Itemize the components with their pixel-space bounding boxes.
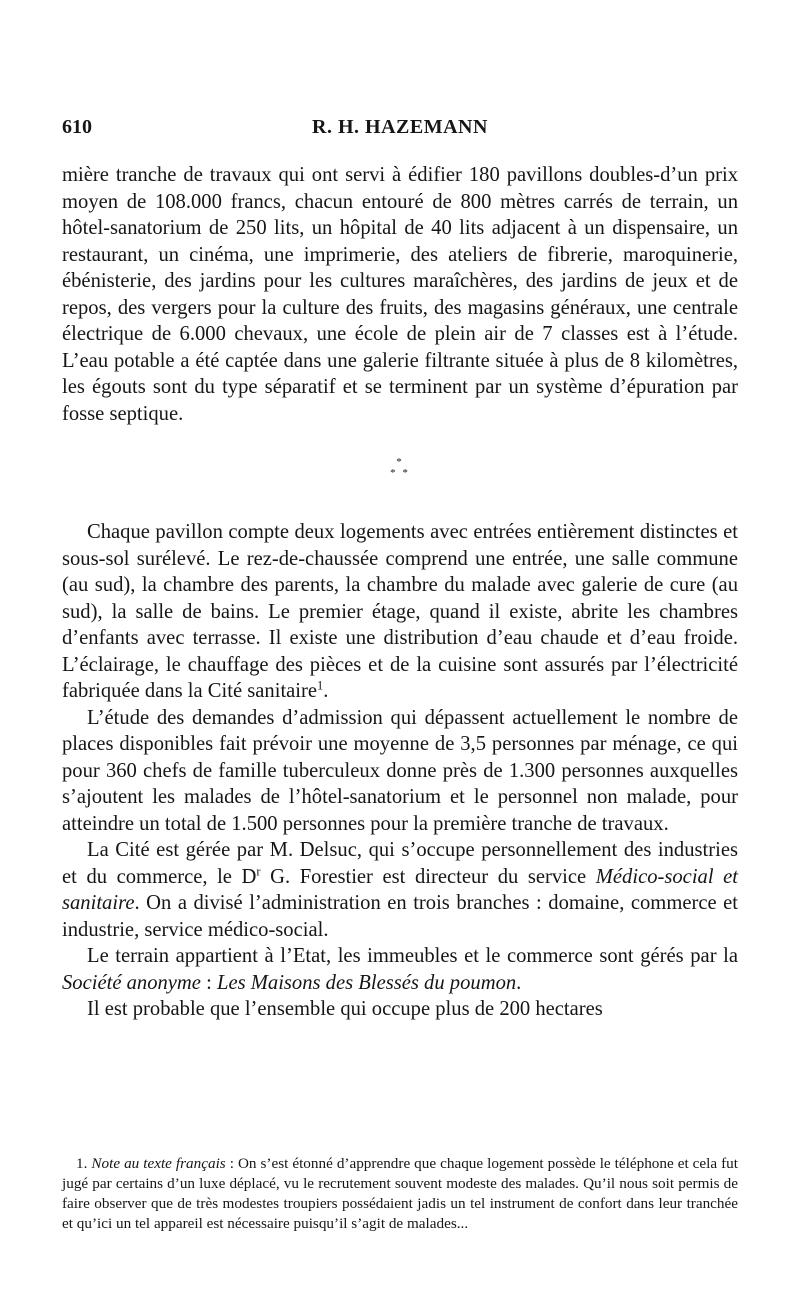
section-separator [62, 457, 738, 479]
terrain-text-3: . [516, 971, 522, 994]
separator-star-bottom: * * [390, 467, 410, 479]
page-number: 610 [62, 116, 92, 138]
service-name: Médico-social et sanitaire [62, 865, 739, 914]
running-title: R. H. HAZEMANN [312, 116, 488, 138]
paragraph-pavillon [62, 519, 738, 705]
gestion-text-3: . On a divisé l’administration en trois branches : domaine, commerce et industrie, service médico-social. [62, 892, 738, 941]
societe-anonyme: Société anonyme [62, 971, 201, 994]
paragraph-terrain [62, 943, 738, 996]
separator-star-top: * [396, 456, 404, 468]
paragraph-admission: L’étude des demandes d’admission qui dépassent actuellement le nombre de places disponibles fait prévoir une moyenne de 3,5 personnes par ménage, ce qui pour 360 chefs de famille tuberculeux donne près de 1.300 personnes auxquelles s’ajoutent les malades de l’hôtel-sanatorium et le personnel non malade, pour atteindre un total de 1.500 personnes pour la première tranche de travaux. [62, 706, 738, 835]
footnote-label: 1. [76, 1155, 88, 1172]
terrain-text-2: : [200, 971, 217, 994]
paragraph-ensemble: Il est probable que l’ensemble qui occupe plus de 200 hectares [87, 998, 603, 1020]
gestion-text-1: La Cité est gérée par M. Delsuc, qui s’occupe personnellement des industries et du commerce, le D [62, 839, 738, 888]
main-text [62, 162, 738, 1023]
footnotes [62, 1154, 738, 1234]
paragraph-pavillon-text: Chaque pavillon compte deux logements avec entrées entièrement distinctes et sous-sol surélevé. Le rez-de-chaussée comprend une entrée, une salle commune (au sud), la chambre des parents, la chambre du malade avec galerie de cure (au sud), la salle de bains. Le premier étage, quand il existe, abrite les chambres d’enfants avec terrasse. Il existe une distribution d’eau chaude et d’eau froide. L’éclairage, le chauffage des pièces et de la cuisine sont assurés par l’électricité fabriquée dans la Cité sanitaire [62, 521, 738, 702]
doctor-abbrev-sup: r [256, 864, 261, 879]
maisons-des-blesses: Les Maisons des Blessés du poumon [216, 971, 517, 994]
paragraph-continuation: mière tranche de travaux qui ont servi à édifier 180 pavillons doubles-d’un prix moyen de 108.000 francs, chacun entouré de 800 mètres carrés de terrain, un hôtel-sanatorium de 250 lits, un hôpital de 40 lits adjacent à un dispensaire, un restaurant, un cinéma, une imprimerie, des ateliers de fibrerie, maroquinerie, ébénisterie, des jardins pour les cultures maraîchères, des jardins de jeux et de repos, des vergers pour la culture des fruits, des magasins généraux, une centrale électrique de 6.000 chevaux, une école de plein air de 7 classes est à l’étude. L’eau potable a été captée dans une galerie filtrante située à plus de 8 kilomètres, les égouts sont du type séparatif et se terminent par un système d’épuration par fosse septique. [62, 164, 738, 425]
paragraph-pavillon-end: . [323, 680, 329, 702]
paragraph-gestion [62, 837, 738, 943]
footnote-1 [62, 1154, 738, 1234]
gestion-text-2: G. Forestier est directeur du service [260, 865, 596, 888]
page-header [62, 116, 738, 146]
footnote-text: : On s’est étonné d’apprendre que chaque logement possède le téléphone et cela fut jugé par certains d’un luxe déplacé, vu le recrutement souvent modeste des malades. Qu’il nous soit permis de faire observer que de très modestes troupiers possédaient jadis un tel instrument de confort dans leur tranchée et qu’ici un tel appareil est nécessaire puisqu’il s’agit de malades... [62, 1155, 738, 1232]
terrain-text-1: Le terrain appartient à l’Etat, les immeubles et le commerce sont gérés par la [87, 945, 738, 967]
footnote-reference: 1 [317, 678, 324, 693]
footnote-title: Note au texte français [91, 1155, 226, 1172]
